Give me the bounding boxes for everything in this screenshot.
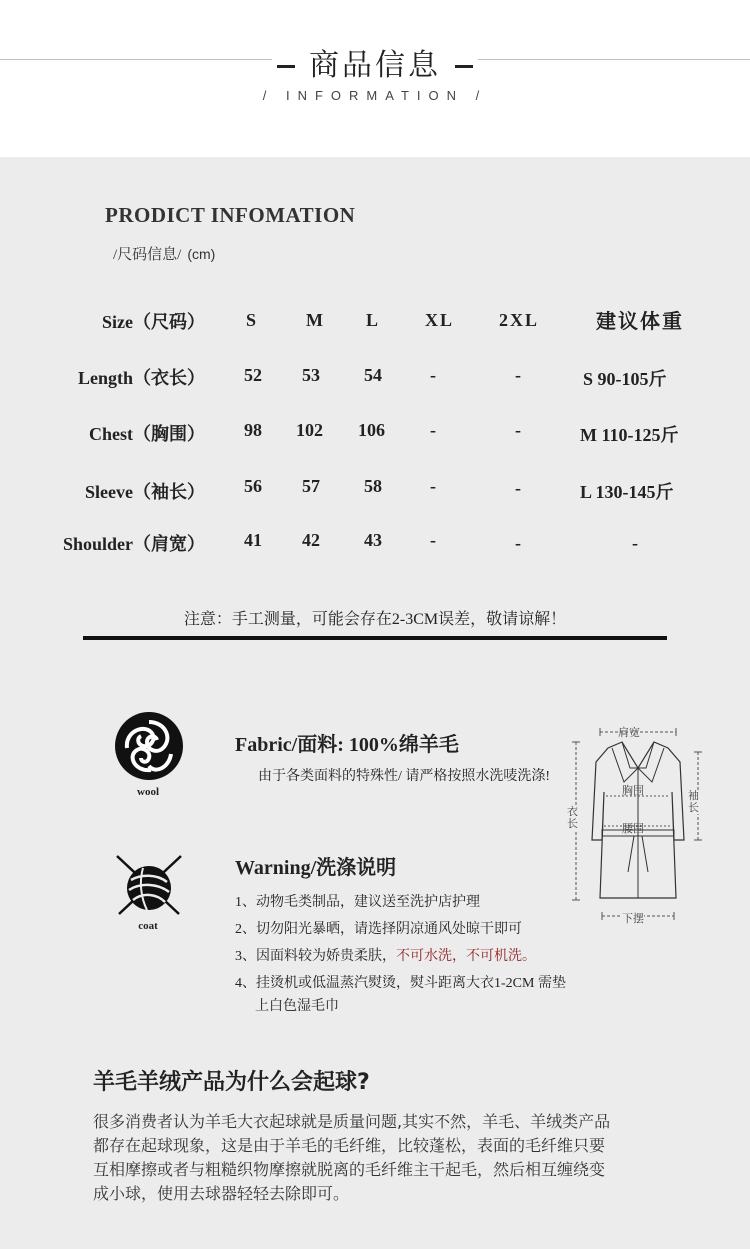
- coat-icon-label: coat: [138, 920, 158, 932]
- warning-item-2: 2、切勿阳光暴晒，请选择阴凉通风处晾干即可: [235, 922, 522, 937]
- faq-line: 成小球，使用去球器轻轻去除即可。: [93, 1184, 350, 1203]
- table-cell: 106: [358, 420, 385, 440]
- diagram-label-sleeve: 袖长: [688, 789, 699, 814]
- wool-icon: [113, 708, 185, 784]
- warning-item-3: [235, 945, 536, 965]
- header: [0, 0, 750, 157]
- section-title: PRODICT INFOMATION: [105, 203, 356, 227]
- table-cell: -: [515, 533, 521, 553]
- row-label-sleeve: Sleeve（袖长）: [85, 482, 205, 502]
- diagram-label-chest: 胸围: [622, 784, 644, 797]
- weight-cell: S 90-105斤: [583, 369, 667, 389]
- weight-cell: -: [632, 533, 638, 553]
- title-dash-right: [455, 65, 473, 68]
- yarn-ball-icon: [113, 852, 185, 920]
- diagram-label-shoulder: 肩宽: [618, 726, 640, 739]
- section-divider: [83, 636, 667, 640]
- table-cell: 57: [302, 476, 320, 496]
- diagram-label-hem: 下摆: [622, 912, 644, 925]
- weight-cell: M 110-125斤: [580, 425, 679, 445]
- row-label-length: Length（衣长）: [77, 368, 205, 388]
- table-cell: -: [515, 420, 521, 440]
- faq-title: 羊毛羊绒产品为什么会起球?: [93, 1070, 370, 1095]
- warning-item-1: 1、动物毛类制品，建议送至洗护店护理: [235, 895, 480, 910]
- page-title: [0, 40, 750, 84]
- table-cell: 42: [302, 530, 320, 550]
- section-subtitle: [113, 243, 215, 264]
- table-cell: 41: [244, 530, 262, 550]
- faq-paragraph: [93, 1110, 693, 1206]
- faq-line: 都存在起球现象，这是由于羊毛的毛纤维，比较蓬松，表面的毛纤维只要: [93, 1136, 606, 1155]
- table-cell: -: [430, 420, 436, 440]
- warning-item-4: 4、挂烫机或低温蒸汽熨烫，熨斗距离大衣1-2CM 需垫: [235, 976, 566, 991]
- title-dash-left: [277, 65, 295, 68]
- table-cell: 56: [244, 476, 262, 496]
- table-cell: 52: [244, 365, 262, 385]
- warning-item-3-red: 不可水洗，不可机洗。: [396, 949, 536, 964]
- unit-label: (cm): [187, 246, 216, 262]
- table-cell: 43: [364, 530, 382, 550]
- fabric-title: Fabric/面料: 100%绵羊毛: [235, 734, 459, 756]
- row-label-chest: Chest（胸围）: [89, 424, 205, 444]
- table-cell: 54: [364, 365, 382, 385]
- weight-header: 建议体重: [596, 311, 684, 333]
- faq-line: 互相摩擦或者与粗糙织物摩擦就脱离的毛纤维主干起毛，然后相互缠绕变: [93, 1160, 606, 1179]
- section-subtitle-text: /尺码信息/: [113, 247, 182, 263]
- page-title-text: 商品信息: [309, 48, 441, 83]
- measurement-note: 注意：手工测量，可能会存在2-3CM误差，敬请谅解！: [183, 611, 567, 628]
- size-col-xl: XL: [425, 310, 455, 330]
- diagram-label-length: 衣长: [567, 805, 578, 830]
- table-cell: 102: [296, 420, 323, 440]
- warning-item-3-text: 3、因面料较为娇贵柔肤，: [235, 949, 396, 964]
- table-cell: 58: [364, 476, 382, 496]
- diagram-label-waist: 腰围: [622, 822, 644, 835]
- table-cell: 53: [302, 365, 320, 385]
- fabric-text: 由于各类面料的特殊性/ 请严格按照水洗唛洗涤!: [258, 769, 551, 784]
- table-cell: 98: [244, 420, 262, 440]
- warning-item-4-cont: 上白色湿毛巾: [255, 999, 339, 1014]
- table-cell: -: [430, 365, 436, 385]
- size-col-l: L: [366, 310, 379, 330]
- wool-icon-label: wool: [137, 786, 159, 798]
- table-cell: -: [430, 530, 436, 550]
- size-col-m: M: [306, 310, 323, 330]
- size-col-2xl: 2XL: [499, 310, 540, 330]
- faq-line: 很多消费者认为羊毛大衣起球就是质量问题,其实不然，羊毛、羊绒类产品: [93, 1112, 611, 1131]
- size-header-label: Size（尺码）: [102, 312, 205, 332]
- table-cell: -: [515, 365, 521, 385]
- warning-title: Warning/洗涤说明: [235, 857, 397, 879]
- table-cell: -: [430, 476, 436, 496]
- table-cell: -: [515, 478, 521, 498]
- row-label-shoulder: Shoulder（肩宽）: [62, 534, 205, 554]
- weight-cell: L 130-145斤: [580, 482, 674, 502]
- size-col-s: S: [246, 310, 257, 330]
- page-subtitle: / INFORMATION /: [262, 88, 488, 103]
